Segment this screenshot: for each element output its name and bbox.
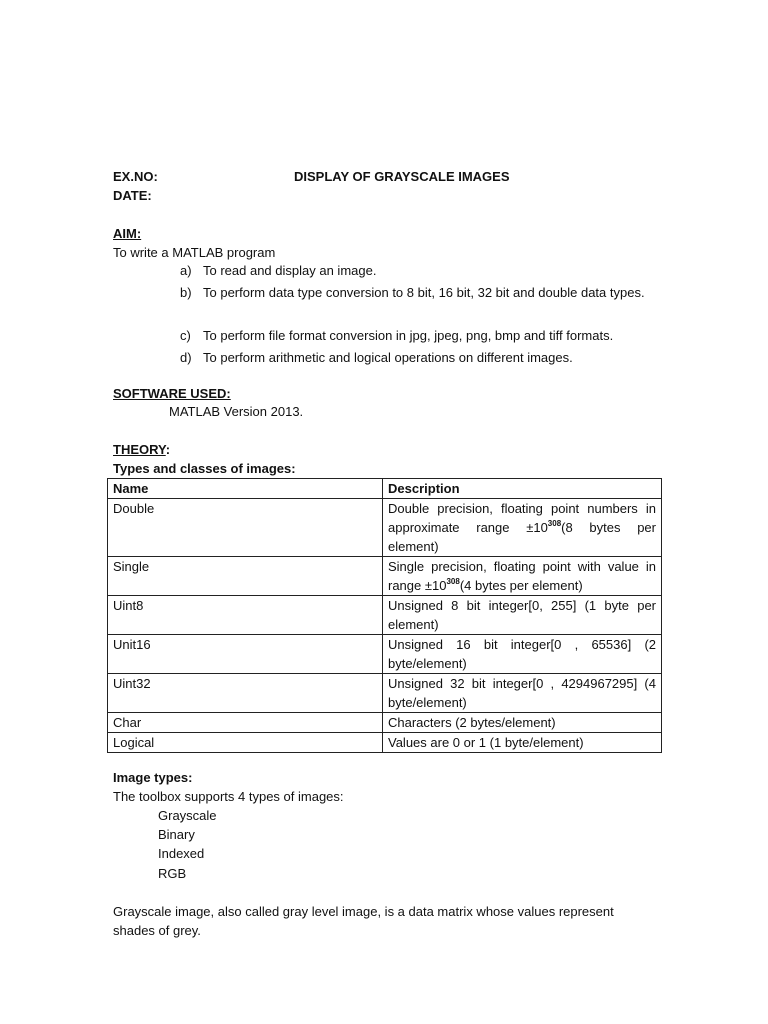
table-caption: Types and classes of images: [113, 461, 296, 476]
theory-heading [113, 440, 170, 459]
list-marker: a) [180, 263, 192, 278]
document-title: DISPLAY OF GRAYSCALE IMAGES [294, 169, 510, 184]
list-text: To read and display an image. [203, 263, 377, 278]
description-text: Double precision, floating point numbers in approximate range ±10 [388, 501, 656, 535]
cell-name: Single [108, 557, 383, 596]
table-row [108, 635, 662, 674]
cell-description [383, 557, 662, 596]
exponent: 308 [547, 519, 562, 528]
list-marker: d) [180, 350, 192, 365]
aim-heading: AIM: [113, 226, 142, 241]
cell-name: Uint32 [108, 674, 383, 713]
list-text: To perform data type conversion to 8 bit, 16 bit, 32 bit and double data types. [203, 285, 645, 300]
table-row [108, 674, 662, 713]
description-text-after: (8 bytes per element) [388, 520, 656, 554]
cell-description: Values are 0 or 1 (1 byte/element) [383, 733, 662, 753]
cell-description: Unsigned 32 bit integer[0 , 4294967295] (4 byte/element) [383, 674, 662, 713]
cell-name: Char [108, 713, 383, 733]
table-row [108, 733, 662, 753]
list-marker: b) [180, 285, 192, 300]
aim-intro: To write a MATLAB program [113, 245, 276, 260]
software-heading: SOFTWARE USED: [113, 386, 231, 401]
cell-name: Logical [108, 733, 383, 753]
description-text: Single precision, floating point with value in range ±10 [388, 559, 656, 593]
cell-name: Unit16 [108, 635, 383, 674]
description-text-after: (4 bytes per element) [459, 578, 583, 593]
cell-name: Uint8 [108, 596, 383, 635]
cell-name: Double [108, 499, 383, 557]
image-type-item: Grayscale [158, 808, 217, 823]
theory-heading-text: THEORY [113, 442, 166, 457]
list-text: To perform file format conversion in jpg, jpeg, png, bmp and tiff formats. [203, 328, 614, 343]
list-marker: c) [180, 328, 191, 343]
table-header-row [108, 479, 662, 499]
table-row [108, 596, 662, 635]
table-row [108, 499, 662, 557]
theory-heading-colon: : [165, 442, 171, 457]
cell-description: Unsigned 8 bit integer[0, 255] (1 byte per element) [383, 596, 662, 635]
exno-label: EX.NO: [113, 169, 158, 184]
date-label: DATE: [113, 188, 152, 203]
cell-description [383, 499, 662, 557]
cell-description: Unsigned 16 bit integer[0 , 65536] (2 byte/element) [383, 635, 662, 674]
grayscale-paragraph-line1: Grayscale image, also called gray level image, is a data matrix whose values represent [113, 904, 614, 919]
cell-description: Characters (2 bytes/element) [383, 713, 662, 733]
image-type-item: Indexed [158, 846, 205, 861]
list-text: To perform arithmetic and logical operations on different images. [203, 350, 573, 365]
software-value: MATLAB Version 2013. [169, 404, 304, 419]
image-classes-table [107, 478, 662, 753]
grayscale-paragraph-line2: shades of grey. [113, 923, 201, 938]
image-types-heading: Image types: [113, 770, 193, 785]
column-header-description: Description [383, 479, 662, 499]
table-row [108, 557, 662, 596]
image-type-item: Binary [158, 827, 195, 842]
exponent: 308 [446, 577, 460, 586]
image-types-intro: The toolbox supports 4 types of images: [113, 789, 344, 804]
table-row [108, 713, 662, 733]
column-header-name: Name [108, 479, 383, 499]
image-type-item: RGB [158, 866, 187, 881]
